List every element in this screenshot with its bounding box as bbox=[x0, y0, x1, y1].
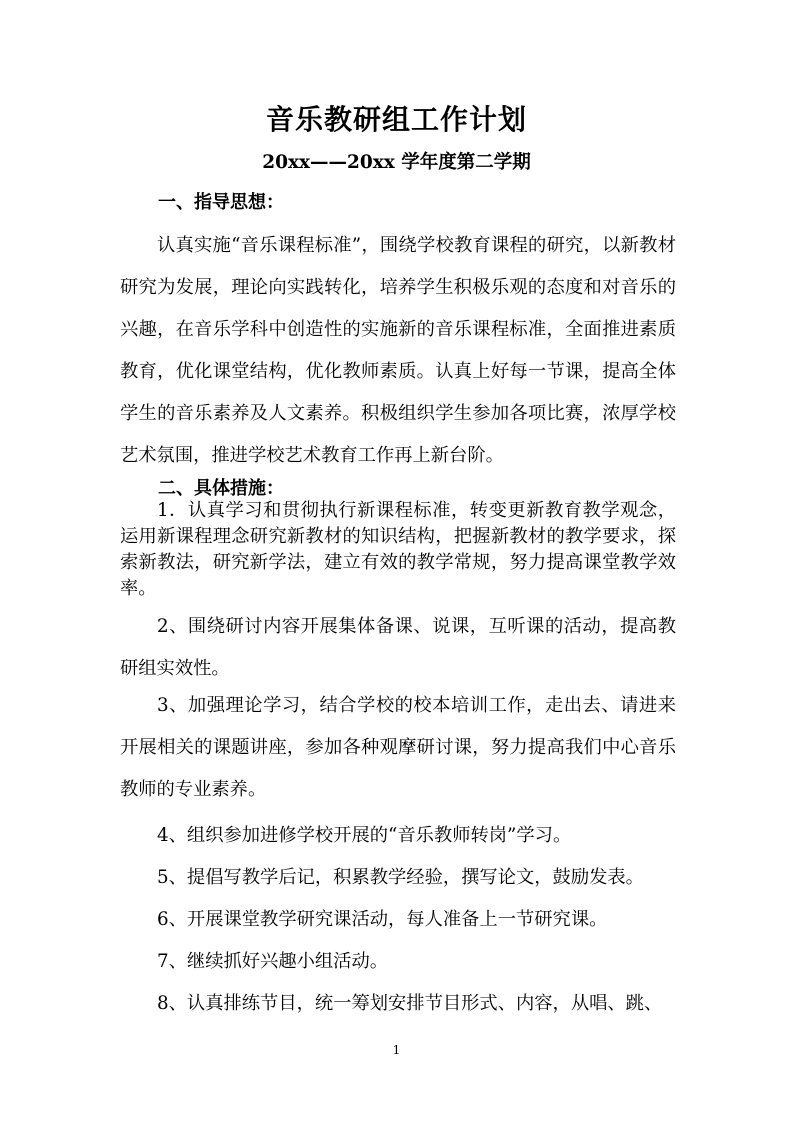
section-heading-guiding-ideology: 一、指导思想： bbox=[158, 192, 284, 213]
page-number: 1 bbox=[392, 1043, 401, 1057]
guiding-ideology-paragraph: 认真实施“音乐课程标准”，围绕学校教育课程的研究，以新教材研究为发展，理论向实践转化，培养学生积极乐观的态度和对音乐的兴趣，在音乐学科中创造性的实施新的音乐课程标准，全面推进素质教育，优化课堂结构，优化教师素质。认真上好每一节课，提高全体学生的音乐素养及人文素养。积极组织学生参加各项比赛，浓厚学校艺术氛围，推进学校艺术教育工作再上新台阶。 bbox=[120, 235, 676, 466]
measure-item-5: 5、提倡写教学后记，积累教学经验，撰写论文，鼓励发表。 bbox=[157, 867, 644, 888]
measure-item-6: 6、开展课堂教学研究课活动，每人准备上一节研究课。 bbox=[157, 909, 608, 930]
measure-item-2: 2、围绕研讨内容开展集体备课、说课，互听课的活动，提高教研组实效性。 bbox=[120, 616, 676, 679]
measure-item-7: 7、继续抓好兴趣小组活动。 bbox=[157, 951, 389, 972]
measure-item-8: 8、认真排练节目，统一筹划安排节目形式、内容，从唱、跳、 bbox=[157, 993, 663, 1014]
section-heading-specific-measures: 二、具体措施： bbox=[158, 478, 284, 499]
document-subtitle: 20xx——20xx 学年度第二学期 bbox=[262, 152, 531, 173]
document-title: 音乐教研组工作计划 bbox=[265, 103, 527, 136]
measure-item-1: 1．认真学习和贯彻执行新课程标准，转变更新教育教学观念，运用新课程理念研究新教材的知识结构，把握新教材的教学要求，探索新教法，研究新学法，建立有效的教学常规，努力提高课堂教学效率。 bbox=[120, 500, 676, 599]
measure-item-4: 4、组织参加进修学校开展的“音乐教师转岗”学习。 bbox=[157, 825, 572, 846]
measure-item-3: 3、加强理论学习，结合学校的校本培训工作，走出去、请进来开展相关的课题讲座，参加各种观摩研讨课，努力提高我们中心音乐教师的专业素养。 bbox=[120, 695, 676, 800]
